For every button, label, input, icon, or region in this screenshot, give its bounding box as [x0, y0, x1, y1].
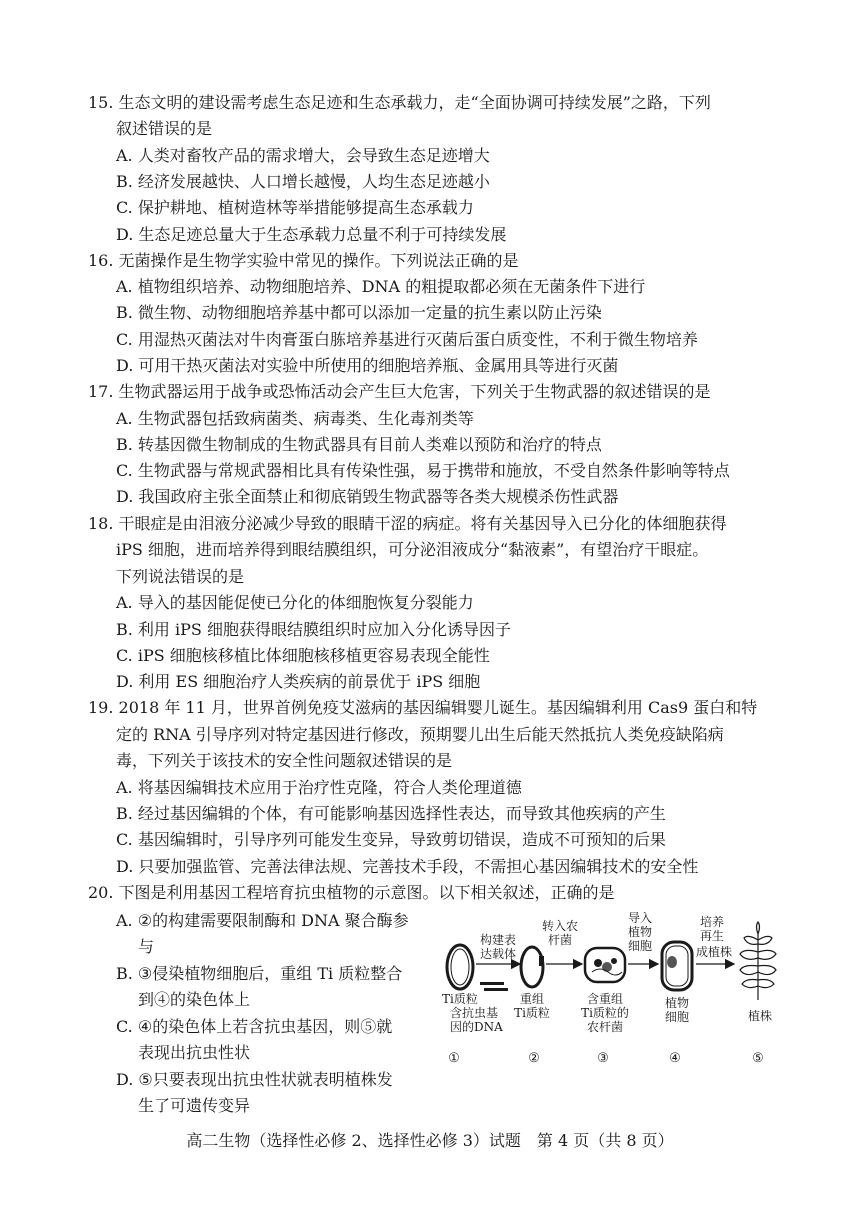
stage-5-number: ⑤ [752, 1051, 764, 1066]
agrobacterium-icon [585, 948, 625, 982]
label-1-line-3: 因的DNA [450, 1020, 503, 1034]
arrow-3-label-3: 细胞 [627, 939, 653, 953]
q19-option-b: B. 经过基因编辑的个体，有可能影响基因选择性表达，而导致其他疾病的产生 [116, 804, 666, 823]
q16-option-b: B. 微生物、动物细胞培养基中都可以添加一定量的抗生素以防止污染 [116, 303, 602, 322]
q16-option-c: C. 用湿热灭菌法对牛肉膏蛋白胨培养基进行灭菌后蛋白质变性，不利于微生物培养 [116, 330, 698, 349]
q18-stem-cont-1: iPS 细胞，进而培养得到眼结膜组织，可分泌泪液成分“黏液素”，有望治疗干眼症。 [116, 540, 709, 559]
q18-option-b: B. 利用 iPS 细胞获得眼结膜组织时应加入分化诱导因子 [116, 620, 511, 639]
q15-option-d: D. 生态足迹总量大于生态承载力总量不利于可持续发展 [116, 225, 507, 244]
q15-option-a: A. 人类对畜牧产品的需求增大，会导致生态足迹增大 [116, 146, 490, 165]
q19-option-c: C. 基因编辑时，引导序列可能发生变异，导致剪切错误，造成不可预知的后果 [116, 830, 666, 849]
q18-option-c: C. iPS 细胞核移植比体细胞核移植更容易表现全能性 [116, 646, 490, 665]
q17-option-d: D. 我国政府主张全面禁止和彻底销毁生物武器等各类大规模杀伤性武器 [116, 487, 619, 506]
arrow-1-label-2: 达载体 [479, 947, 517, 961]
arrow-1-label-1: 构建表 [479, 933, 517, 947]
q15-option-c: C. 保护耕地、植树造林等举措能够提高生态承载力 [116, 198, 474, 217]
gene-engineering-diagram [440, 912, 785, 1072]
q15-stem: 15. 生态文明的建设需考虑生态足迹和生态承载力，走“全面协调可持续发展”之路，下列 [88, 93, 711, 112]
arrow-2-label-1: 转入农 [541, 919, 579, 933]
q18-stem-cont-2: 下列说法错误的是 [116, 567, 245, 586]
q20-option-d-cont: 生了可遗传变异 [138, 1096, 251, 1115]
q19-stem-cont-2: 毒，下列关于该技术的安全性问题叙述错误的是 [116, 751, 453, 770]
arrow-4-label-3: 成植株 [695, 945, 733, 959]
label-3-line-1: 含重组 [586, 992, 624, 1006]
q19-option-a: A. 将基因编辑技术应用于治疗性克隆，符合人类伦理道德 [116, 778, 522, 797]
q19-option-d: D. 只要加强监管、完善法律法规、完善技术手段，不需担心基因编辑技术的安全性 [116, 857, 699, 876]
q17-stem: 17. 生物武器运用于战争或恐怖活动会产生巨大危害，下列关于生物武器的叙述错误的是 [88, 382, 711, 401]
q19-stem-cont-1: 定的 RNA 引导序列对特定基因进行修改，预期婴儿出生后能天然抵抗人类免疫缺陷病 [116, 725, 724, 744]
q17-option-c: C. 生物武器与常规武器相比具有传染性强，易于携带和施放，不受自然条件影响等特点 [116, 461, 730, 480]
q20-option-c-cont: 表现出抗虫性状 [138, 1043, 251, 1062]
arrow-3-label-2: 植物 [627, 925, 653, 939]
label-2-line-2: Ti质粒 [514, 1006, 550, 1020]
q16-option-d: D. 可用干热灭菌法对实验中所使用的细胞培养瓶、金属用具等进行灭菌 [116, 356, 619, 375]
label-5: 植株 [747, 1009, 773, 1023]
q17-option-b: B. 转基因微生物制成的生物武器具有目前人类难以预防和治疗的特点 [116, 435, 602, 454]
recombinant-plasmid-icon [521, 947, 544, 987]
label-3-line-3: 农杆菌 [586, 1020, 624, 1034]
arrow-3-label-1: 导入 [627, 912, 653, 925]
q18-option-a: A. 导入的基因能促使已分化的体细胞恢复分裂能力 [116, 593, 474, 612]
stage-2-number: ② [528, 1051, 540, 1066]
stage-1-number: ① [448, 1051, 460, 1066]
dna-strip-icon [480, 982, 508, 991]
page-footer: 高二生物（选择性必修 2、选择性必修 3）试题 第 4 页（共 8 页） [186, 1131, 674, 1150]
arrow-4-label-1: 培养 [699, 915, 725, 929]
q15-stem-cont: 叙述错误的是 [116, 119, 213, 138]
q20-stem: 20. 下图是利用基因工程培育抗虫植物的示意图。以下相关叙述，正确的是 [88, 883, 615, 902]
stage-3-number: ③ [597, 1051, 609, 1066]
q18-stem: 18. 干眼症是由泪液分泌减少导致的眼睛干涩的病症。将有关基因导入已分化的体细胞获得 [88, 514, 727, 533]
q20-option-a-cont: 与 [138, 937, 155, 956]
label-1-line-1: Ti质粒 [442, 992, 478, 1006]
arrow-2-label-2: 杆菌 [547, 933, 573, 947]
label-4-line-2: 细胞 [664, 1010, 690, 1024]
label-2-line-1: 重组 [519, 992, 545, 1006]
ti-plasmid-icon [447, 945, 473, 989]
q20-option-b: B. ③侵染植物细胞后，重组 Ti 质粒整合 [116, 964, 403, 983]
label-1-line-2: 含抗虫基 [450, 1006, 499, 1020]
q20-option-c: C. ④的染色体上若含抗虫基因，则⑤就 [116, 1017, 393, 1036]
label-4-line-1: 植物 [664, 996, 690, 1010]
arrow-4-label-2: 再生 [699, 929, 725, 943]
q18-option-d: D. 利用 ES 细胞治疗人类疾病的前景优于 iPS 细胞 [116, 672, 481, 691]
q17-option-a: A. 生物武器包括致病菌类、病毒类、生化毒剂类等 [116, 409, 474, 428]
q20-option-a: A. ②的构建需要限制酶和 DNA 聚合酶参 [116, 911, 409, 930]
q20-option-b-cont: 到④的染色体上 [138, 990, 251, 1009]
q20-option-d: D. ⑤只要表现出抗虫性状就表明植株发 [116, 1070, 393, 1089]
q16-stem: 16. 无菌操作是生物学实验中常见的操作。下列说法正确的是 [88, 251, 519, 270]
q19-stem: 19. 2018 年 11 月，世界首例免疫艾滋病的基因编辑婴儿诞生。基因编辑利用 Cas9 蛋白和特 [88, 698, 758, 717]
plant-icon [740, 922, 776, 1000]
q16-option-a: A. 植物组织培养、动物细胞培养、DNA 的粗提取都必须在无菌条件下进行 [116, 277, 646, 296]
label-3-line-2: Ti质粒的 [581, 1006, 629, 1020]
plant-cell-icon [662, 942, 692, 990]
stage-4-number: ④ [669, 1051, 681, 1066]
q15-option-b: B. 经济发展越快、人口增长越慢，人均生态足迹越小 [116, 172, 490, 191]
